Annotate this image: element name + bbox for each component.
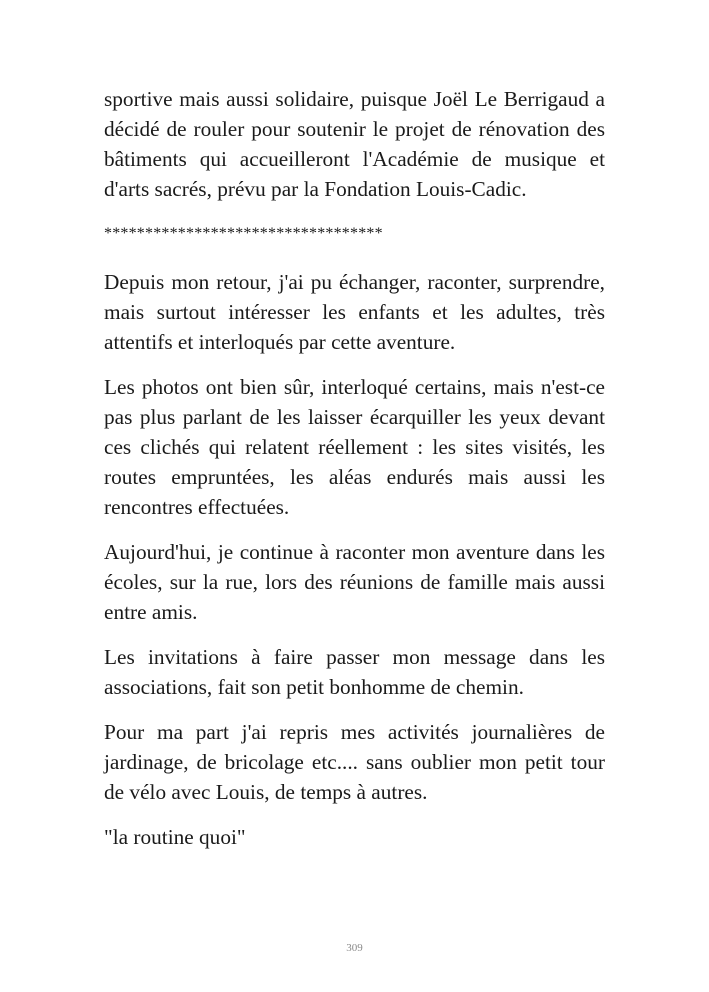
page-number: 309 (346, 942, 363, 954)
page-body (104, 84, 605, 867)
paragraph-retour: Depuis mon retour, j'ai pu échanger, raconter, surprendre, mais surtout intéresser les enfants et les adultes, très attentifs et interloqués par cette aventure. (104, 270, 605, 354)
paragraph-activites: Pour ma part j'ai repris mes activités journalières de jardinage, de bricolage etc.... sans oublier mon petit tour de vélo avec Louis, de temps à autres. (104, 720, 605, 804)
paragraph-routine: "la routine quoi" (104, 825, 246, 849)
paragraph-fondation: sportive mais aussi solidaire, puisque Joël Le Berrigaud a décidé de rouler pour soutenir le projet de rénovation des bâtiments qui accueilleront l'Académie de musique et d'arts sacrés, prévu par la Fondation Louis-Cadic. (104, 87, 605, 201)
paragraph-aujourdhui: Aujourd'hui, je continue à raconter mon aventure dans les écoles, sur la rue, lors des réunions de famille mais aussi entre amis. (104, 540, 605, 624)
section-separator: ********************************** (104, 225, 383, 242)
paragraph-photos: Les photos ont bien sûr, interloqué certains, mais n'est-ce pas plus parlant de les laisser écarquiller les yeux devant ces clichés qui relatent réellement : les sites visités, les routes empruntées, les aléas endurés mais aussi les rencontres effectuées. (104, 375, 605, 519)
paragraph-invitations: Les invitations à faire passer mon message dans les associations, fait son petit bonhomme de chemin. (104, 645, 605, 699)
